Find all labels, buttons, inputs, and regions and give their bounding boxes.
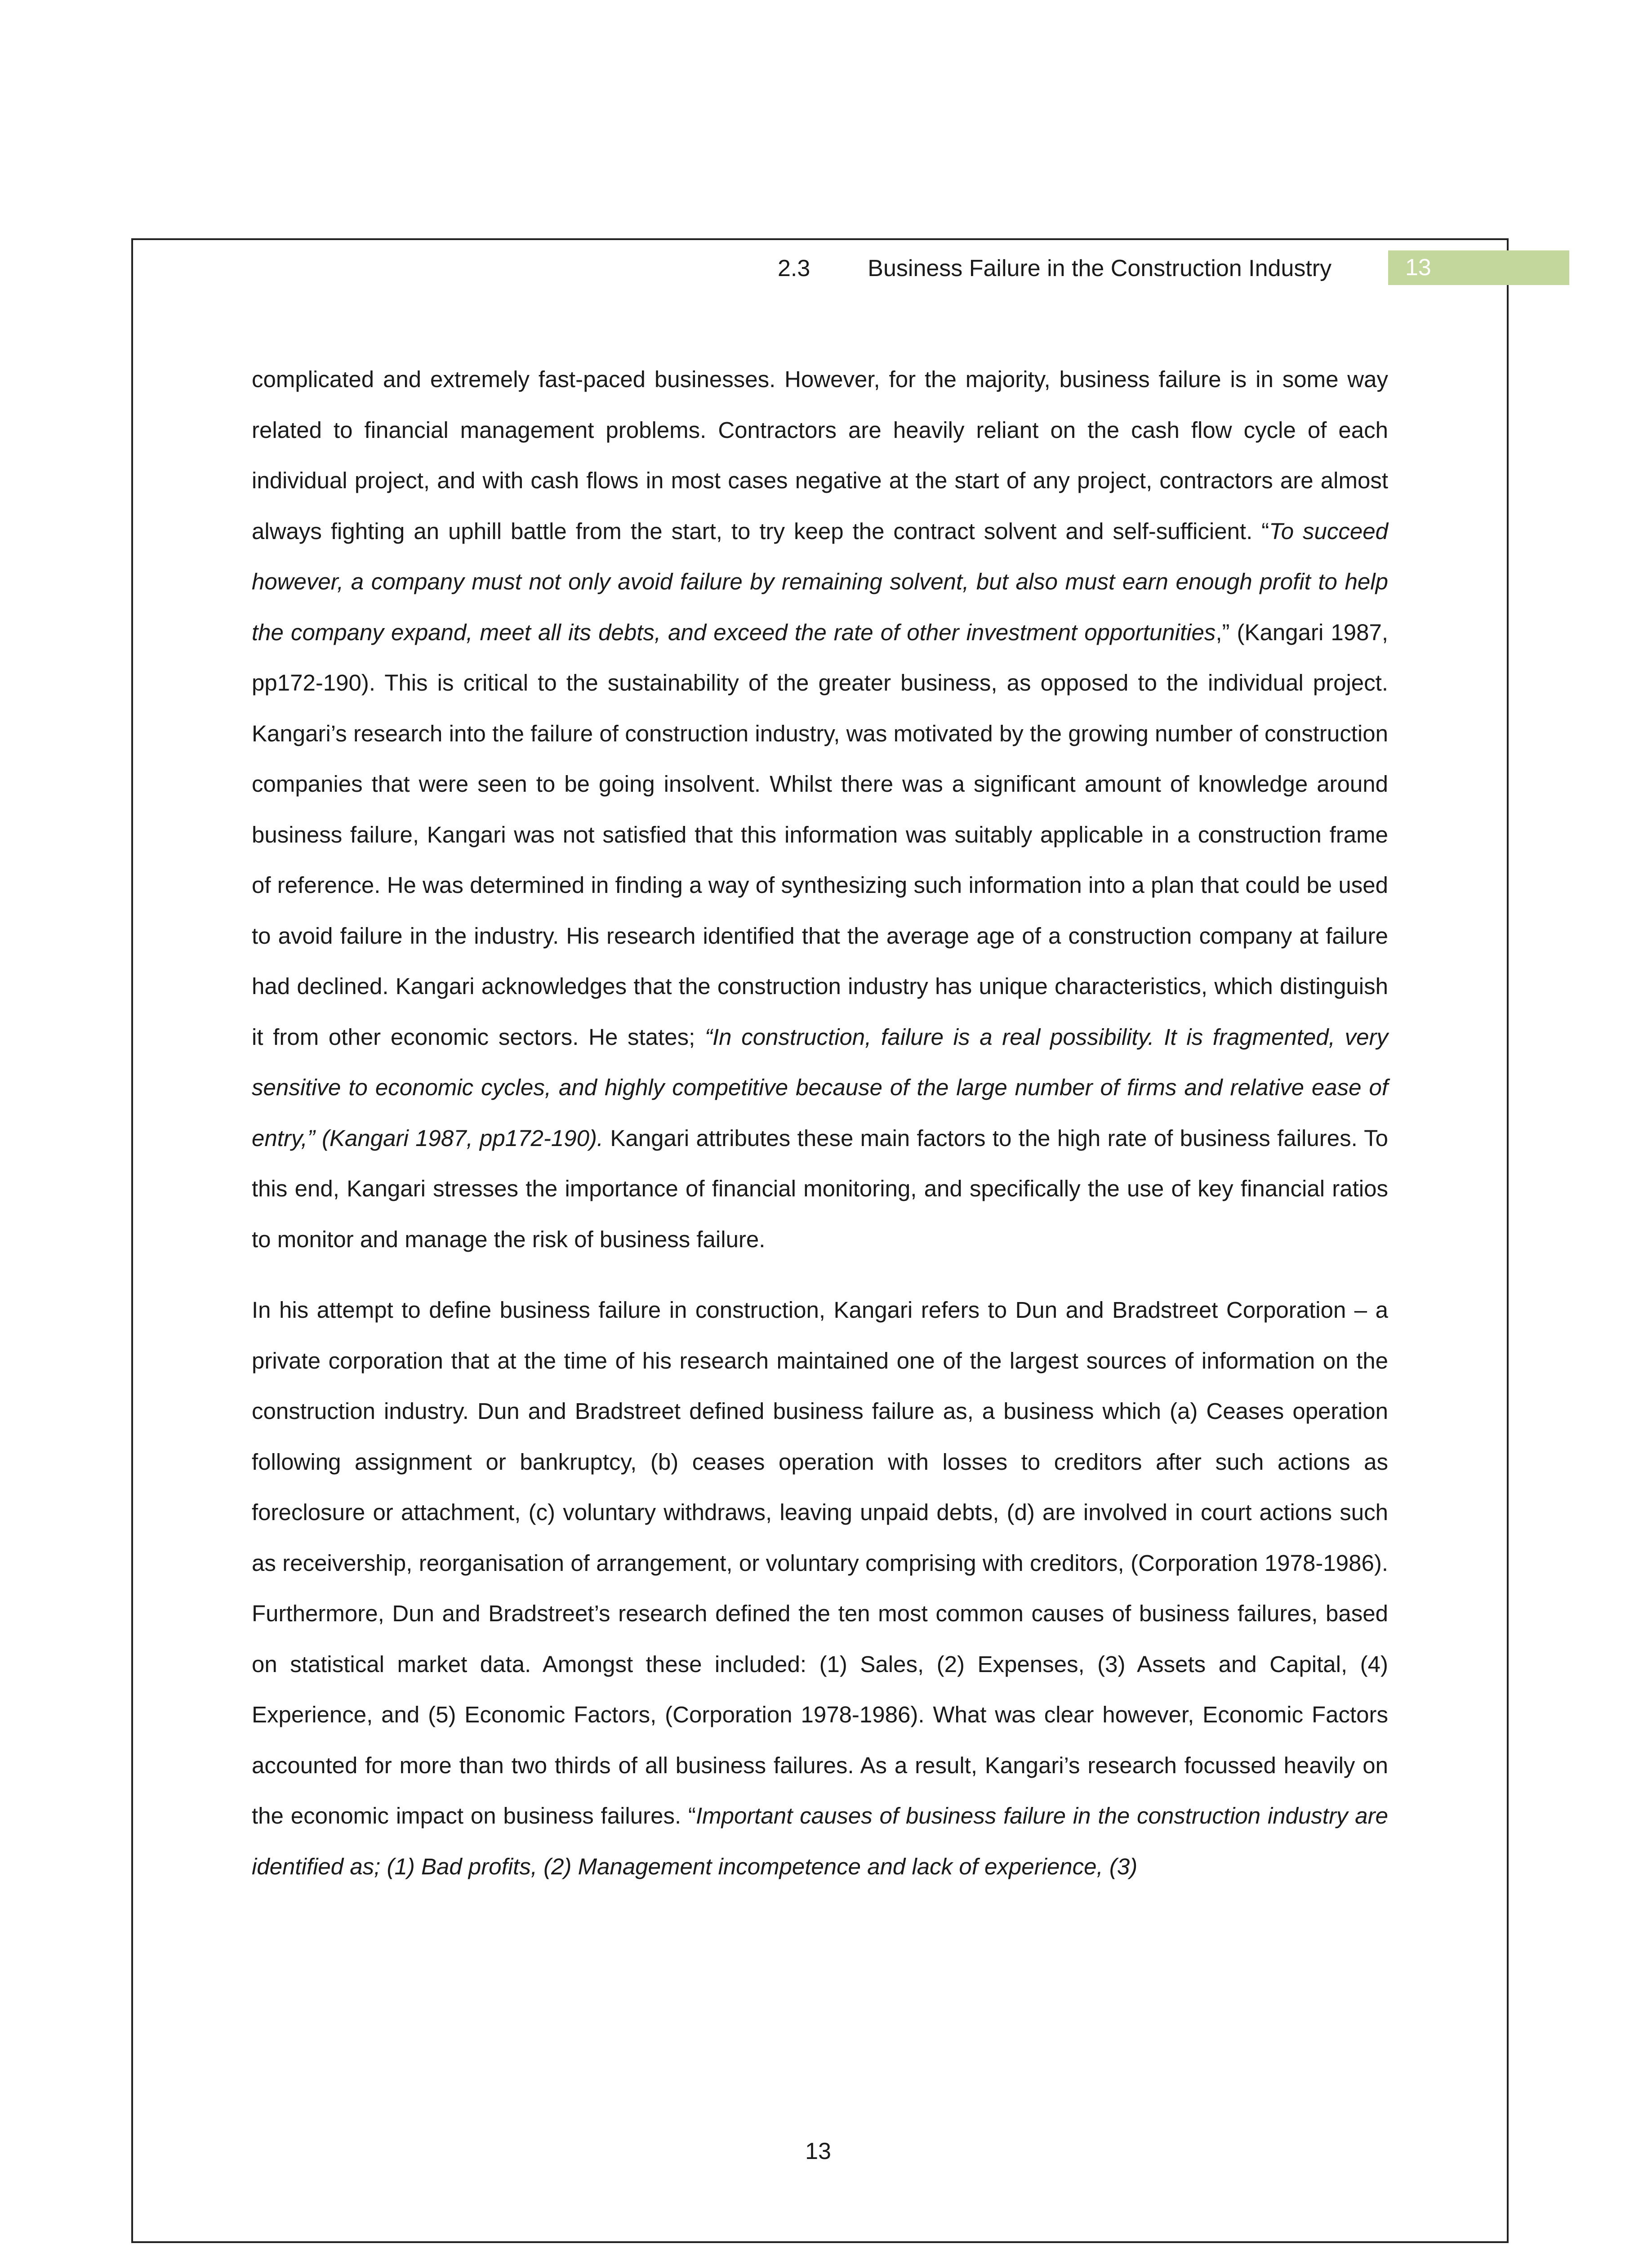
body-text — [252, 354, 1388, 1892]
running-header — [778, 253, 1331, 284]
page-number: 13 — [805, 2138, 831, 2164]
paragraph-text: ,” (Kangari 1987, pp172-190). This is critical to the sustainability of the greater business, as opposed to the individual project. Kangari’s research into the failure of construction industry, was motivated by the growing number of construction companies that were seen to be going insolvent. Whilst there was a significant amount of knowledge around business failure, Kangari was not satisfied that this information was suitably applicable in a construction frame of reference. He was determined in finding a way of synthesizing such information into a plan that could be used to avoid failure in the industry. His research identified that the average age of a construction company at failure had declined. Kangari acknowledges that the construction industry has unique characteristics, which distinguish it from other economic sectors. He states; — [252, 619, 1388, 1050]
quoted-text: Important causes of business failure in the construction industry are identified as; (1) Bad profits, (2) Management incompetence and lack of experience, (3) — [252, 1803, 1389, 1879]
header-tab-page-number: 13 — [1405, 254, 1431, 281]
body-paragraph — [252, 1285, 1388, 1892]
paragraph-text: complicated and extremely fast-paced businesses. However, for the majority, business failure is in some way related to financial management problems. Contractors are heavily reliant on the cash flow cycle of each individual project, and with cash flows in most cases negative at the start of any project, contractors are almost always fighting an uphill battle from the start, to try keep the contract solvent and self-sufficient. “ — [252, 366, 1388, 544]
quoted-text: To succeed however, a company must not only avoid failure by remaining solvent, but also must earn enough profit to help the company expand, meet all its debts, and exceed the rate of other investment opportunities — [252, 518, 1388, 645]
header-section-title: Business Failure in the Construction Industry — [868, 255, 1332, 281]
body-paragraph — [252, 354, 1388, 1265]
header-section-number: 2.3 — [778, 255, 810, 281]
header-page-tab — [1388, 250, 1569, 285]
quoted-text: “In construction, failure is a real possibility. It is fragmented, very sensitive to economic cycles, and highly competitive because of the large number of firms and relative ease of entry,” (Kangari 1987, pp172-190). — [252, 1024, 1388, 1151]
paragraph-text: Kangari attributes these main factors to the high rate of business failures. To this end, Kangari stresses the importance of financial monitoring, and specifically the use of key financial ratios to monitor and manage the risk of business failure. — [252, 1125, 1388, 1252]
paragraph-text: In his attempt to define business failure in construction, Kangari refers to Dun and Bradstreet Corporation – a private corporation that at the time of his research maintained one of the largest sources of information on the construction industry. Dun and Bradstreet defined business failure as, a business which (a) Ceases operation following assignment or bankruptcy, (b) ceases operation with losses to creditors after such actions as foreclosure or attachment, (c) voluntary withdraws, leaving unpaid debts, (d) are involved in court actions such as receivership, reorganisation of arrangement, or voluntary comprising with creditors, (Corporation 1978-1986). Furthermore, Dun and Bradstreet’s research defined the ten most common causes of business failures, based on statistical market data. Amongst these included: (1) Sales, (2) Expenses, (3) Assets and Capital, (4) Experience, and (5) Economic Factors, (Corporation 1978-1986). What was clear however, Economic Factors accounted for more than two thirds of all business failures. As a result, Kangari’s research focussed heavily on the economic impact on business failures. “ — [252, 1297, 1388, 1829]
